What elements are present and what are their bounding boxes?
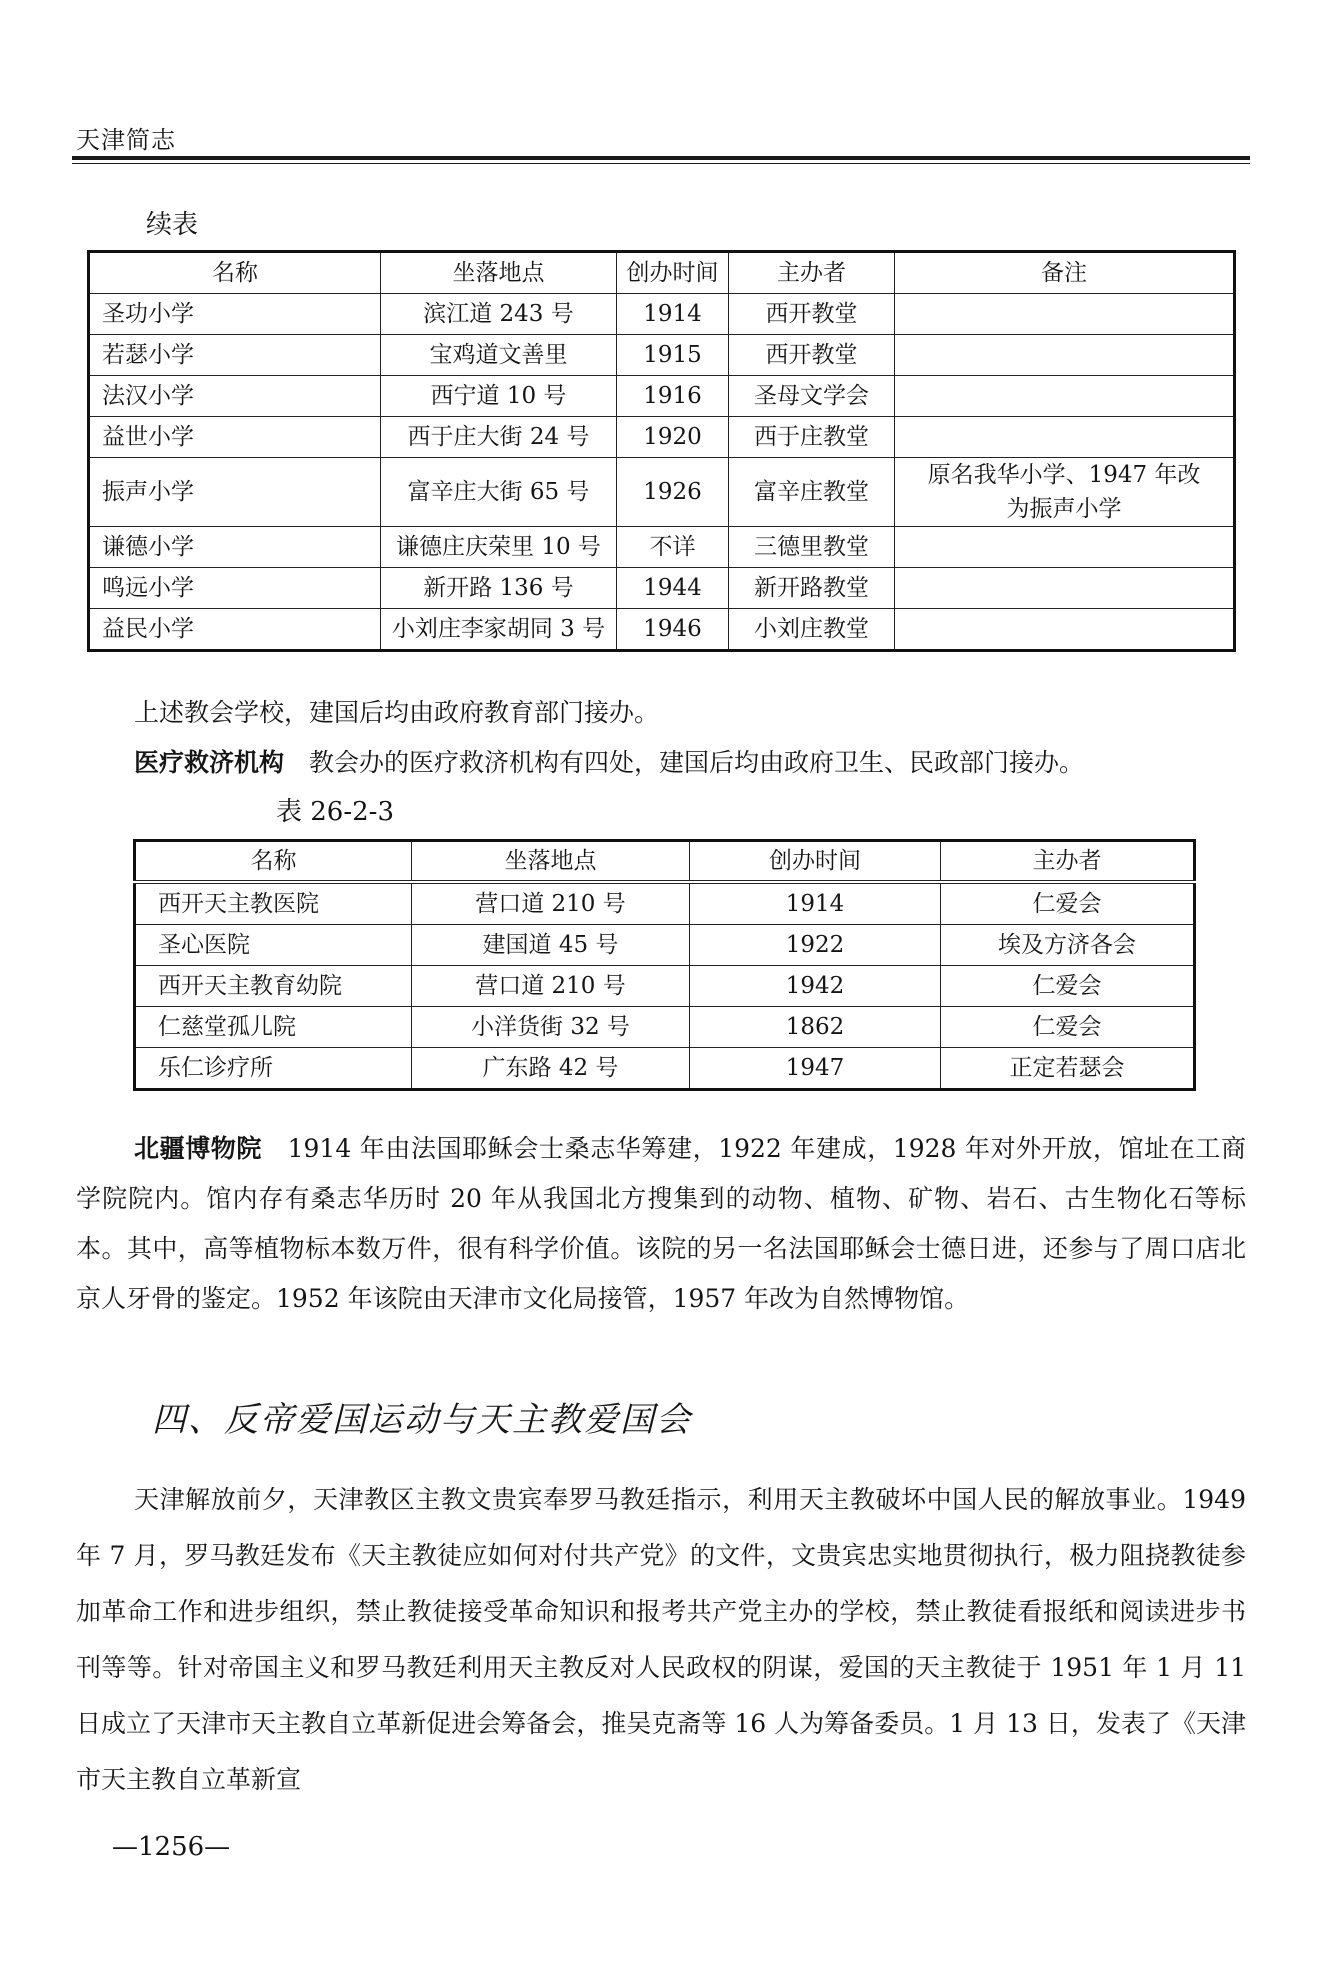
column-header: 创办时间 <box>617 252 729 294</box>
cell-sponsor: 仁爱会 <box>941 966 1195 1007</box>
paragraph-museum <box>76 1124 1246 1324</box>
column-header: 坐落地点 <box>412 841 690 883</box>
cell-year: 1914 <box>617 294 729 335</box>
cell-sponsor: 正定若瑟会 <box>941 1048 1195 1090</box>
cell-location: 营口道 210 号 <box>412 966 690 1007</box>
cell-sponsor: 仁爱会 <box>941 1007 1195 1048</box>
cell-location: 谦德庄庆荣里 10 号 <box>381 527 617 568</box>
table-row <box>135 1007 1195 1048</box>
cell-sponsor: 埃及方济各会 <box>941 925 1195 966</box>
cell-name: 益世小学 <box>89 417 381 458</box>
table-row <box>135 1048 1195 1090</box>
cell-sponsor: 西开教堂 <box>729 294 895 335</box>
cell-year: 1916 <box>617 376 729 417</box>
cell-name: 圣心医院 <box>135 925 412 966</box>
paragraph-medical <box>76 738 1246 788</box>
cell-location: 西宁道 10 号 <box>381 376 617 417</box>
cell-note <box>895 417 1235 458</box>
cell-note <box>895 376 1235 417</box>
cell-location: 广东路 42 号 <box>412 1048 690 1090</box>
column-header: 坐落地点 <box>381 252 617 294</box>
column-header: 名称 <box>135 841 412 883</box>
cell-year: 1862 <box>690 1007 941 1048</box>
cell-note <box>895 335 1235 376</box>
column-header: 名称 <box>89 252 381 294</box>
table2-caption: 表 26-2-3 <box>276 797 395 827</box>
cell-sponsor: 圣母文学会 <box>729 376 895 417</box>
cell-name: 振声小学 <box>89 458 381 527</box>
column-header: 备注 <box>895 252 1235 294</box>
cell-sponsor: 西于庄教堂 <box>729 417 895 458</box>
cell-sponsor: 三德里教堂 <box>729 527 895 568</box>
cell-name: 益民小学 <box>89 609 381 651</box>
table-row <box>89 458 1235 527</box>
header-rule-thick <box>72 156 1250 160</box>
cell-sponsor: 小刘庄教堂 <box>729 609 895 651</box>
cell-year: 1946 <box>617 609 729 651</box>
cell-note <box>895 568 1235 609</box>
cell-year: 1947 <box>690 1048 941 1090</box>
paragraph-heading: 医疗救济机构 <box>134 748 285 777</box>
cell-location: 宝鸡道文善里 <box>381 335 617 376</box>
cell-name: 西开天主教育幼院 <box>135 966 412 1007</box>
cell-note <box>895 294 1235 335</box>
cell-note <box>895 609 1235 651</box>
cell-year: 1926 <box>617 458 729 527</box>
cell-name: 西开天主教医院 <box>135 882 412 925</box>
paragraph-body: 教会办的医疗救济机构有四处，建国后均由政府卫生、民政部门接办。 <box>309 748 1085 777</box>
cell-location: 建国道 45 号 <box>412 925 690 966</box>
cell-year: 1915 <box>617 335 729 376</box>
table-row <box>89 335 1235 376</box>
cell-year: 1944 <box>617 568 729 609</box>
table-row <box>89 527 1235 568</box>
cell-location: 小刘庄李家胡同 3 号 <box>381 609 617 651</box>
cell-year: 1922 <box>690 925 941 966</box>
cell-name: 谦德小学 <box>89 527 381 568</box>
cell-name: 仁慈堂孤儿院 <box>135 1007 412 1048</box>
paragraph: 上述教会学校，建国后均由政府教育部门接办。 <box>134 698 660 727</box>
column-header: 主办者 <box>729 252 895 294</box>
table-row <box>89 294 1235 335</box>
column-header: 主办者 <box>941 841 1195 883</box>
cell-name: 鸣远小学 <box>89 568 381 609</box>
table-row <box>135 925 1195 966</box>
cell-location: 富辛庄大街 65 号 <box>381 458 617 527</box>
cell-sponsor: 新开路教堂 <box>729 568 895 609</box>
cell-year: 1914 <box>690 882 941 925</box>
paragraph-heading: 北疆博物院 <box>134 1134 263 1163</box>
table-row <box>135 966 1195 1007</box>
table-header-row <box>135 841 1195 883</box>
table-row <box>135 882 1195 925</box>
cell-year: 不详 <box>617 527 729 568</box>
section-heading: 四、反帝爱国运动与天主教爱国会 <box>152 1400 692 1440</box>
column-header: 创办时间 <box>690 841 941 883</box>
cell-sponsor: 仁爱会 <box>941 882 1195 925</box>
school-table <box>87 250 1236 652</box>
table-row <box>89 609 1235 651</box>
paragraph: 天津解放前夕，天津教区主教文贵宾奉罗马教廷指示，利用天主教破坏中国人民的解放事业。1949 年 7 月，罗马教廷发布《天主教徒应如何对付共产党》的文件，文贵宾忠实地贯彻执行，极力阻挠教徒参加革命工作和进步组织，禁止教徒接受革命知识和报考共产党主办的学校，禁止教徒看报纸和阅读进步书刊等等。针对帝国主义和罗马教廷利用天主教反对人民政权的阴谋，爱国的天主教徒于 1951 年 1 月 11 日成立了天津市天主教自立革新促进会筹备会，推吴克斋等 16 人为筹备委员。1 月 13 日，发表了《天津市天主教自立革新宣 <box>76 1485 1246 1794</box>
paragraph-body: 1914 年由法国耶稣会士桑志华筹建，1922 年建成，1928 年对外开放，馆址在工商学院院内。馆内存有桑志华历时 20 年从我国北方搜集到的动物、植物、矿物、岩石、古生物化石等标本。其中，高等植物标本数万件，很有科学价值。该院的另一名法国耶稣会士德日进，还参与了周口店北京人牙骨的鉴定。1952 年该院由天津市文化局接管，1957 年改为自然博物馆。 <box>76 1134 1246 1313</box>
medical-institution-table <box>133 839 1196 1091</box>
cell-note <box>895 527 1235 568</box>
table1-caption: 续表 <box>146 210 199 240</box>
cell-name: 圣功小学 <box>89 294 381 335</box>
cell-location: 营口道 210 号 <box>412 882 690 925</box>
cell-sponsor: 富辛庄教堂 <box>729 458 895 527</box>
table-row <box>89 376 1235 417</box>
table-row <box>89 568 1235 609</box>
cell-name: 法汉小学 <box>89 376 381 417</box>
cell-location: 西于庄大街 24 号 <box>381 417 617 458</box>
cell-note: 原名我华小学、1947 年改为振声小学 <box>895 458 1235 527</box>
cell-name: 若瑟小学 <box>89 335 381 376</box>
cell-name: 乐仁诊疗所 <box>135 1048 412 1090</box>
cell-location: 滨江道 243 号 <box>381 294 617 335</box>
cell-year: 1942 <box>690 966 941 1007</box>
cell-location: 小洋货街 32 号 <box>412 1007 690 1048</box>
page-number: —1256— <box>112 1832 231 1862</box>
table-header-row <box>89 252 1235 294</box>
running-header: 天津简志 <box>76 126 176 154</box>
table-row <box>89 417 1235 458</box>
cell-location: 新开路 136 号 <box>381 568 617 609</box>
cell-sponsor: 西开教堂 <box>729 335 895 376</box>
header-rule-thin <box>72 163 1250 164</box>
cell-year: 1920 <box>617 417 729 458</box>
